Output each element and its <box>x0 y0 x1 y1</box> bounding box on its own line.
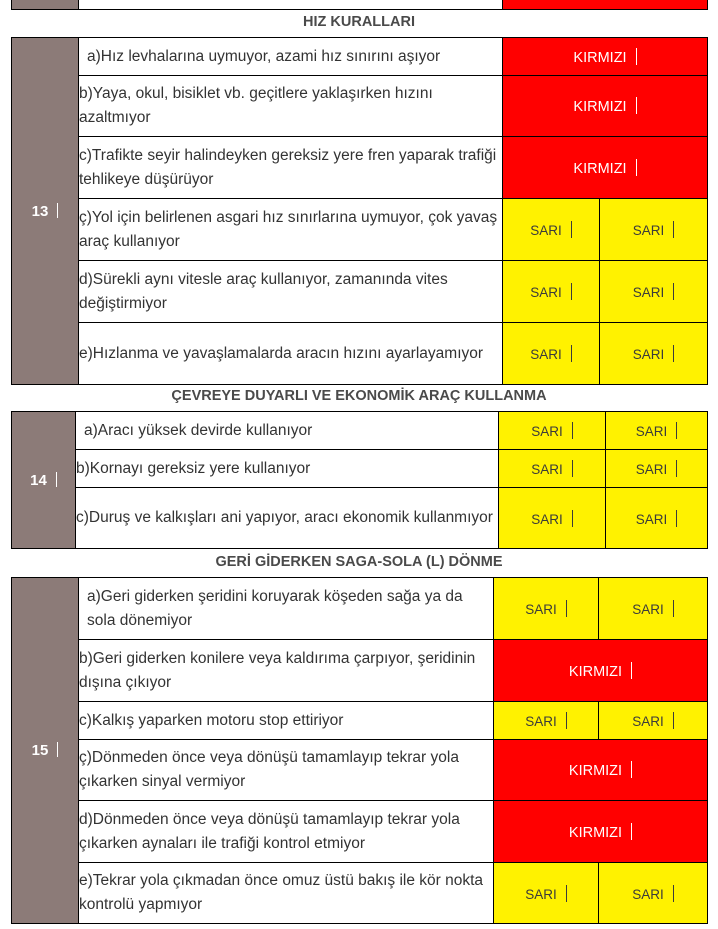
rating-cell-red[interactable]: KIRMIZI <box>494 740 708 801</box>
criterion-text: d)Dönmeden önce veya dönüşü tamamlayıp tekrar yola çıkarken aynaları ile trafiği kontrol etmiyor <box>79 801 494 863</box>
rating-cell-yellow[interactable]: SARI <box>503 199 600 261</box>
rating-cell-red[interactable]: KIRMIZI <box>503 137 708 199</box>
table-row <box>12 199 708 261</box>
text-cursor-icon <box>673 283 674 300</box>
rating-cell-yellow[interactable]: SARI <box>499 450 606 488</box>
criterion-text: e)Tekrar yola çıkmadan önce omuz üstü bakış ile kör nokta kontrolü yapmıyor <box>79 863 494 924</box>
table-row <box>12 261 708 323</box>
text-cursor-icon <box>566 712 567 729</box>
table-row <box>12 801 708 863</box>
rating-cell-yellow[interactable]: SARI <box>600 323 708 385</box>
rating-cell-yellow[interactable]: SARI <box>600 199 708 261</box>
rating-cell-yellow[interactable]: SARI <box>503 323 600 385</box>
table-row <box>12 137 708 199</box>
section-title-eco-driving: ÇEVREYE DUYARLI VE EKONOMİK ARAÇ KULLANMA <box>171 388 547 404</box>
rating-cell-yellow[interactable]: SARI <box>499 412 606 450</box>
rating-cell-yellow[interactable]: SARI <box>599 578 708 640</box>
text-cursor-icon <box>676 422 677 439</box>
group-number-cell <box>12 578 79 924</box>
rating-cell-yellow[interactable]: SARI <box>494 578 599 640</box>
criterion-text: a)Hız levhalarına uymuyor, azami hız sınırını aşıyor <box>79 38 503 76</box>
text-cursor-icon <box>673 345 674 362</box>
text-cursor-icon <box>571 221 572 238</box>
table-row <box>12 38 708 76</box>
table-row <box>12 488 708 549</box>
text-cursor-icon <box>673 221 674 238</box>
text-cursor-icon <box>57 742 58 757</box>
text-cursor-icon <box>631 662 632 679</box>
criterion-text: c)Duruş ve kalkışları ani yapıyor, aracı ekonomik kullanmıyor <box>76 488 499 549</box>
previous-table <box>11 0 708 10</box>
section-title-reverse-turn: GERİ GİDERKEN SAGA-SOLA (L) DÖNME <box>215 554 503 570</box>
criterion-text: ç)Dönmeden önce veya dönüşü tamamlayıp tekrar yola çıkarken sinyal vermiyor <box>79 740 494 801</box>
criterion-text: b)Kornayı gereksiz yere kullanıyor <box>76 450 499 488</box>
text-cursor-icon <box>636 159 637 176</box>
section-14-table <box>11 411 708 549</box>
table-row <box>12 76 708 137</box>
rating-cell-red[interactable]: KIRMIZI <box>494 640 708 702</box>
text-cursor-icon <box>572 460 573 477</box>
text-cursor-icon <box>572 510 573 527</box>
rating-cell-yellow[interactable]: SARI <box>600 261 708 323</box>
section-title-speed-rules: HIZ KURALLARI <box>303 14 415 30</box>
rating-cell-red[interactable]: KIRMIZI <box>503 76 708 137</box>
rating-cell-yellow[interactable]: SARI <box>606 488 708 549</box>
rating-cell-yellow[interactable]: SARI <box>599 702 708 740</box>
rating-cell-yellow[interactable]: SARI <box>606 450 708 488</box>
rating-cell-yellow[interactable]: SARI <box>606 412 708 450</box>
criterion-text: a)Aracı yüksek devirde kullanıyor <box>76 412 499 450</box>
text-cursor-icon <box>57 203 58 218</box>
criterion-text: d)Sürekli aynı vitesle araç kullanıyor, zamanında vites değiştirmiyor <box>79 261 503 323</box>
text-cursor-icon <box>631 823 632 840</box>
rating-cell-red <box>503 0 708 10</box>
group-number-cell <box>12 38 79 385</box>
rating-cell-yellow[interactable]: SARI <box>499 488 606 549</box>
rating-cell-yellow[interactable]: SARI <box>494 702 599 740</box>
text-cursor-icon <box>566 885 567 902</box>
group-number: 15 <box>31 742 49 759</box>
criterion-text: e)Hızlanma ve yavaşlamalarda aracın hızını ayarlayamıyor <box>79 323 503 385</box>
criterion-text: c)Kalkış yaparken motoru stop ettiriyor <box>79 702 494 740</box>
table-row <box>12 323 708 385</box>
text-cursor-icon <box>571 345 572 362</box>
section-13-table-wrapper <box>11 37 707 385</box>
text-cursor-icon <box>566 600 567 617</box>
text-cursor-icon <box>673 712 674 729</box>
criterion-text: b)Geri giderken konilere veya kaldırıma çarpıyor, şeridinin dışına çıkıyor <box>79 640 494 702</box>
text-cursor-icon <box>56 472 57 487</box>
table-row <box>12 578 708 640</box>
section-13-table <box>11 37 708 385</box>
rating-cell-yellow[interactable]: SARI <box>503 261 600 323</box>
criterion-text: ç)Yol için belirlenen asgari hız sınırlarına uymuyor, çok yavaş araç kullanıyor <box>79 199 503 261</box>
rating-cell-yellow[interactable]: SARI <box>599 863 708 924</box>
section-15-table-wrapper <box>11 577 707 924</box>
rating-cell-yellow[interactable]: SARI <box>494 863 599 924</box>
table-row <box>12 740 708 801</box>
table-row <box>12 0 708 10</box>
group-number-cell <box>12 412 76 549</box>
text-cursor-icon <box>673 885 674 902</box>
rating-cell-red[interactable]: KIRMIZI <box>503 38 708 76</box>
table-row <box>12 640 708 702</box>
text-cursor-icon <box>636 48 637 65</box>
group-number: 14 <box>30 471 47 489</box>
group-number-cell <box>12 0 79 10</box>
rating-cell-red[interactable]: KIRMIZI <box>494 801 708 863</box>
previous-section-table <box>11 0 707 10</box>
text-cursor-icon <box>571 283 572 300</box>
criterion-text: a)Geri giderken şeridini koruyarak köşeden sağa ya da sola dönemiyor <box>79 578 494 640</box>
text-cursor-icon <box>572 422 573 439</box>
section-14-table-wrapper <box>11 411 707 549</box>
section-15-table <box>11 577 708 924</box>
text-cursor-icon <box>636 97 637 114</box>
text-cursor-icon <box>673 600 674 617</box>
text-cursor-icon <box>676 460 677 477</box>
group-number: 13 <box>31 202 49 220</box>
text-cursor-icon <box>631 761 632 778</box>
table-row <box>12 412 708 450</box>
text-cursor-icon <box>676 510 677 527</box>
table-row <box>12 863 708 924</box>
criterion-cell <box>79 0 503 10</box>
criterion-text: c)Trafikte seyir halindeyken gereksiz yere fren yaparak trafiği tehlikeye düşürüyor <box>79 137 503 199</box>
table-row <box>12 702 708 740</box>
table-row <box>12 450 708 488</box>
criterion-text: b)Yaya, okul, bisiklet vb. geçitlere yaklaşırken hızını azaltmıyor <box>79 76 503 137</box>
